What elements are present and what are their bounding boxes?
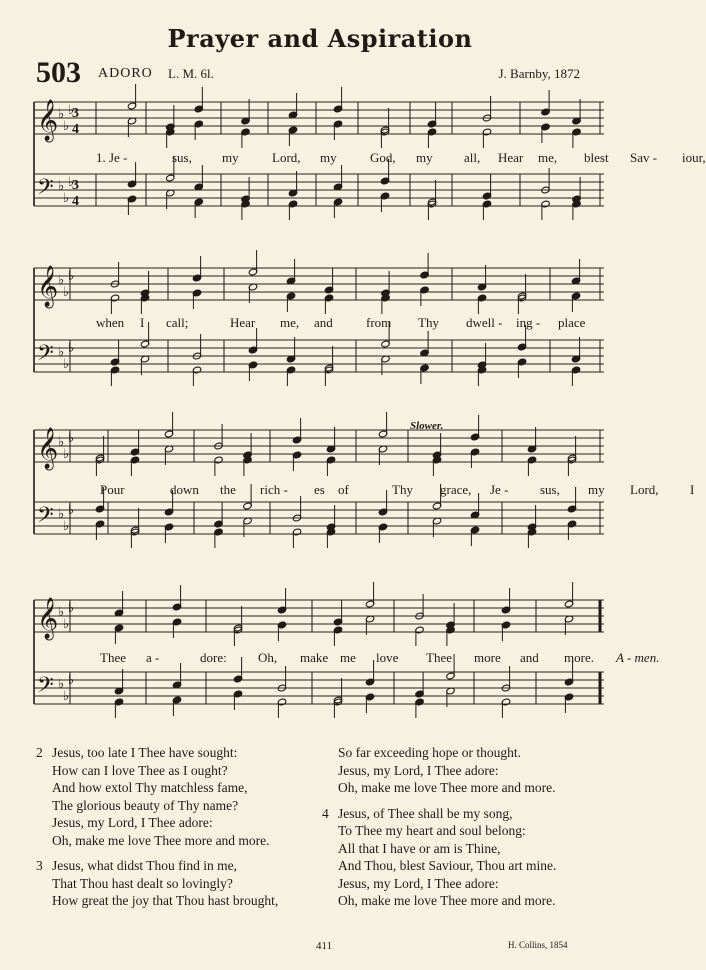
lyric-row xyxy=(70,482,695,500)
stanza-line xyxy=(36,892,326,910)
lyric-syllable: dore: xyxy=(200,650,227,665)
stanza-line xyxy=(322,875,622,893)
flat-icon: ♭ xyxy=(63,119,70,134)
lyric-syllable: Thy xyxy=(392,482,413,497)
page-number: 411 xyxy=(316,940,333,952)
lyric-syllable: Hear xyxy=(498,150,524,165)
lyric-syllable: me xyxy=(340,650,356,665)
treble-clef-icon: 𝄞 xyxy=(37,266,59,307)
lyric-syllable: place xyxy=(558,315,586,330)
verses-right-column xyxy=(322,744,622,918)
lyric-syllable: and xyxy=(314,315,333,330)
lyric-row xyxy=(70,315,610,333)
lyric-syllable: my xyxy=(588,482,605,497)
flat-icon: ♭ xyxy=(58,677,65,692)
stanza-line xyxy=(322,805,622,823)
stanza-text: All that I have or am is Thine, xyxy=(338,840,501,856)
lyric-syllable: more. xyxy=(564,650,594,665)
stanza xyxy=(36,857,326,910)
treble-clef-icon: 𝄞 xyxy=(37,100,59,141)
stanza-number: 2 xyxy=(36,745,43,760)
flat-icon: ♭ xyxy=(58,435,65,450)
lyric-syllable: me, xyxy=(280,315,300,330)
stanza-text: That Thou hast dealt so lovingly? xyxy=(52,875,233,891)
lyric-syllable: of xyxy=(338,482,349,497)
flat-icon: ♭ xyxy=(68,673,75,688)
bass-clef-icon: 𝄢 xyxy=(37,341,54,371)
flat-icon: ♭ xyxy=(58,345,65,360)
lyric-syllable: down xyxy=(170,482,199,497)
stanza-text: Oh, make me love Thee more and more. xyxy=(338,780,556,795)
lyric-syllable: and xyxy=(520,650,539,665)
lyric-syllable: the xyxy=(220,482,236,497)
treble-clef-icon: 𝄞 xyxy=(37,428,59,469)
lyric-syllable: Thee xyxy=(426,650,452,665)
stanza-text: How can I love Thee as I ought? xyxy=(52,762,228,778)
time-signature-bottom: 4 xyxy=(72,122,79,137)
lyric-syllable: Lord, xyxy=(272,150,301,165)
lyric-row xyxy=(70,650,660,668)
lyric-syllable: Je - xyxy=(490,482,509,497)
flat-icon: ♭ xyxy=(68,269,75,284)
tune-name: ADORO xyxy=(98,66,153,81)
lyric-row xyxy=(70,150,706,168)
lyric-syllable: Pour xyxy=(100,482,125,497)
stanza-text: Jesus, my Lord, I Thee adore: xyxy=(338,875,499,891)
time-signature-bottom: 4 xyxy=(72,194,79,209)
lyric-syllable: I xyxy=(140,315,145,330)
hymn-number: 503 xyxy=(36,56,81,89)
bass-clef-icon: 𝄢 xyxy=(37,175,54,205)
stanza-line xyxy=(36,875,326,893)
lyric-syllable: Hear xyxy=(230,315,256,330)
stanza-line xyxy=(36,762,326,780)
stanza-text: Jesus, my Lord, I Thee adore: xyxy=(52,815,213,830)
stanza xyxy=(36,744,326,849)
lyric-syllable: my xyxy=(320,150,337,165)
flat-icon: ♭ xyxy=(63,689,70,704)
meter: L. M. 6l. xyxy=(168,66,214,81)
tempo-marking: Slower. xyxy=(410,420,444,432)
stanza-text: And Thou, blest Saviour, Thou art mine. xyxy=(338,858,557,873)
lyric-syllable: Thee xyxy=(100,650,126,665)
stanza-number: 4 xyxy=(322,805,329,821)
stanza-text: How great the joy that Thou hast brought, xyxy=(52,893,279,908)
stanza-line xyxy=(322,822,622,840)
lyric-syllable: grace, xyxy=(440,482,472,497)
flat-icon: ♭ xyxy=(58,507,65,522)
lyric-syllable: Lord, xyxy=(630,482,659,497)
lyric-syllable: Thy xyxy=(418,315,439,330)
lyric-syllable: sus, xyxy=(540,482,560,497)
lyric-syllable: I xyxy=(690,482,695,497)
time-signature-top: 3 xyxy=(72,106,79,121)
lyric-syllable: call; xyxy=(166,315,189,330)
flat-icon: ♭ xyxy=(68,175,75,190)
bass-clef-icon: 𝄢 xyxy=(37,503,54,533)
flat-icon: ♭ xyxy=(68,341,75,356)
lyric-syllable: my xyxy=(222,150,239,165)
flat-icon: ♭ xyxy=(58,273,65,288)
stanza-number: 3 xyxy=(36,858,43,873)
stanza-text: Oh, make me love Thee more and more. xyxy=(52,832,270,848)
stanza-text: Oh, make me love Thee more and more. xyxy=(338,893,556,908)
time-signature-top: 3 xyxy=(72,178,79,193)
lyric-syllable: iour, xyxy=(682,150,706,165)
flat-icon: ♭ xyxy=(58,107,65,122)
lyric-syllable: from xyxy=(366,315,392,330)
stanza-line xyxy=(36,857,326,875)
stanza-text: And how extol Thy matchless fame, xyxy=(52,780,248,795)
stanza xyxy=(322,805,622,910)
flat-icon: ♭ xyxy=(63,191,70,206)
stanza-line xyxy=(322,857,622,875)
flat-icon: ♭ xyxy=(68,503,75,518)
lyric-syllable: when xyxy=(96,315,125,330)
flat-icon: ♭ xyxy=(68,103,75,118)
treble-clef-icon: 𝄞 xyxy=(37,598,59,639)
author-credit: H. Collins, 1854 xyxy=(508,940,568,950)
stanza-text: Jesus, my Lord, I Thee adore: xyxy=(338,762,499,778)
flat-icon: ♭ xyxy=(63,357,70,372)
flat-icon: ♭ xyxy=(63,285,70,300)
stanza-line xyxy=(36,814,326,832)
stanza-text: To Thee my heart and soul belong: xyxy=(338,823,526,838)
stanza-text: The glorious beauty of Thy name? xyxy=(52,797,239,813)
lyric-syllable: dwell - xyxy=(466,315,503,330)
flat-icon: ♭ xyxy=(58,605,65,620)
stanza-text: So far exceeding hope or thought. xyxy=(338,745,521,760)
flat-icon: ♭ xyxy=(63,519,70,534)
bass-clef-icon: 𝄢 xyxy=(37,673,54,703)
lyric-syllable: make xyxy=(300,650,329,665)
flat-icon: ♭ xyxy=(63,617,70,632)
stanza-line xyxy=(322,744,622,762)
lyric-syllable: God, xyxy=(370,150,396,165)
lyric-syllable: rich - xyxy=(260,482,288,497)
lyric-syllable: A - men. xyxy=(616,650,660,665)
composer: J. Barnby, 1872 xyxy=(498,66,580,81)
stanza-text: Jesus, too late I Thee have sought: xyxy=(52,745,238,760)
flat-icon: ♭ xyxy=(63,447,70,462)
stanza-line xyxy=(36,797,326,815)
lyric-syllable: all, xyxy=(464,150,481,165)
lyric-syllable: Sav - xyxy=(630,150,658,165)
stanza-line xyxy=(36,779,326,797)
lyric-syllable: sus, xyxy=(172,150,192,165)
stanza-line xyxy=(322,779,622,797)
stanza-line xyxy=(322,762,622,780)
flat-icon: ♭ xyxy=(68,431,75,446)
lyric-syllable: a - xyxy=(146,650,160,665)
stanza-text: Jesus, of Thee shall be my song, xyxy=(338,805,513,821)
stanza-line xyxy=(322,840,622,858)
lyric-syllable: my xyxy=(416,150,433,165)
lyric-syllable: Oh, xyxy=(258,650,278,665)
lyric-syllable: 1. Je - xyxy=(96,150,128,165)
flat-icon: ♭ xyxy=(68,601,75,616)
lyric-syllable: love xyxy=(376,650,399,665)
lyric-syllable: es xyxy=(314,482,325,497)
lyric-syllable: more xyxy=(474,650,501,665)
stanza-line xyxy=(36,744,326,762)
stanza-line xyxy=(322,892,622,910)
page-title: Prayer and Aspiration xyxy=(167,24,473,53)
lyric-syllable: ing - xyxy=(516,315,541,330)
lyric-syllable: blest xyxy=(584,150,609,165)
lyric-syllable: me, xyxy=(538,150,558,165)
stanza xyxy=(322,744,622,797)
stanza-text: Jesus, what didst Thou find in me, xyxy=(52,858,237,873)
verses-left-column xyxy=(36,744,326,918)
flat-icon: ♭ xyxy=(58,179,65,194)
stanza-line xyxy=(36,832,326,850)
